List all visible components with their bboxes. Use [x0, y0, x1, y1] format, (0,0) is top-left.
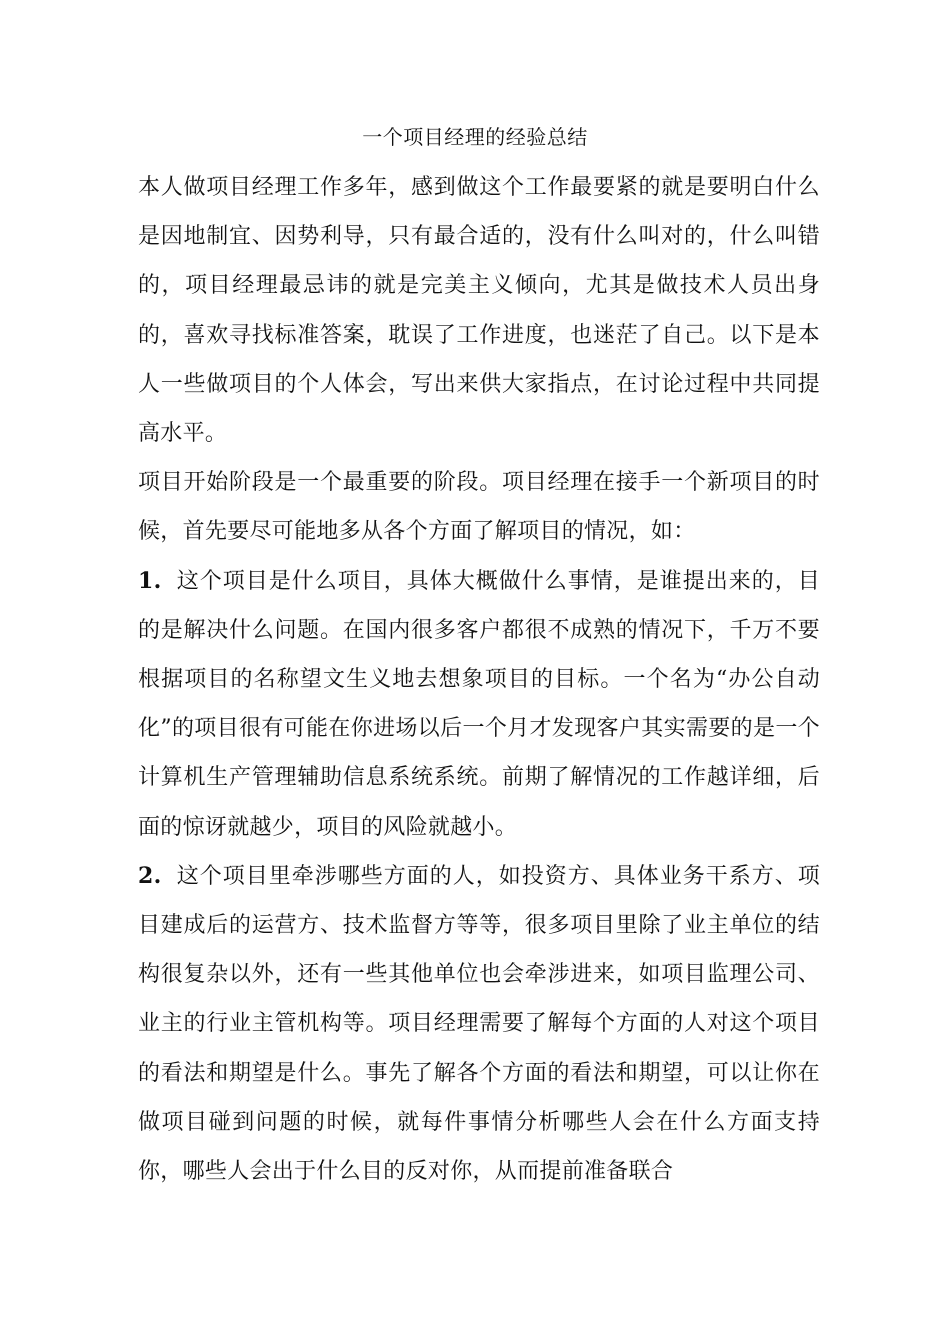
list-item-text: 这个项目是什么项目，具体大概做什么事情，是谁提出来的，目的是解决什么问题。在国内很多客户都很不成熟的情况下，千万不要根据项目的名称望文生义地去想象项目的目标。一个名为“办公自动化”的项目很有可能在你进场以后一个月才发现客户其实需要的是一个计算机生产管理辅助信息系统系统。前期了解情况的工作越详细，后面的惊讶就越少，项目的风险就越小。 — [138, 568, 820, 840]
document-title: 一个项目经理的经验总结 — [362, 125, 588, 149]
list-item-number: 2. — [138, 862, 162, 889]
start-phase-paragraph: 项目开始阶段是一个最重要的阶段。项目经理在接手一个新项目的时候，首先要尽可能地多从各个方面了解项目的情况，如： — [138, 470, 820, 545]
list-item-text: 这个项目里牵涉哪些方面的人，如投资方、具体业务干系方、项目建成后的运营方、技术监督方等等，很多项目里除了业主单位的结构很复杂以外，还有一些其他单位也会牵涉进来，如项目监理公司、业主的行业主管机构等。项目经理需要了解每个方面的人对这个项目的看法和期望是什么。事先了解各个方面的看法和期望，可以让你在做项目碰到问题的时候，就每件事情分析哪些人会在什么方面支持你，哪些人会出于什么目的反对你，从而提前准备联合 — [138, 863, 820, 1185]
document-body — [138, 163, 820, 1196]
intro-paragraph: 本人做项目经理工作多年，感到做这个工作最要紧的就是要明白什么是因地制宜、因势利导，只有最合适的，没有什么叫对的，什么叫错的，项目经理最忌讳的就是完美主义倾向，尤其是做技术人员出身的，喜欢寻找标准答案，耽误了工作进度，也迷茫了自己。以下是本人一些做项目的个人体会，写出来供大家指点，在讨论过程中共同提高水平。 — [138, 175, 820, 447]
list-item — [138, 852, 820, 1196]
list-item — [138, 557, 820, 852]
list-item-number: 1. — [138, 567, 162, 594]
